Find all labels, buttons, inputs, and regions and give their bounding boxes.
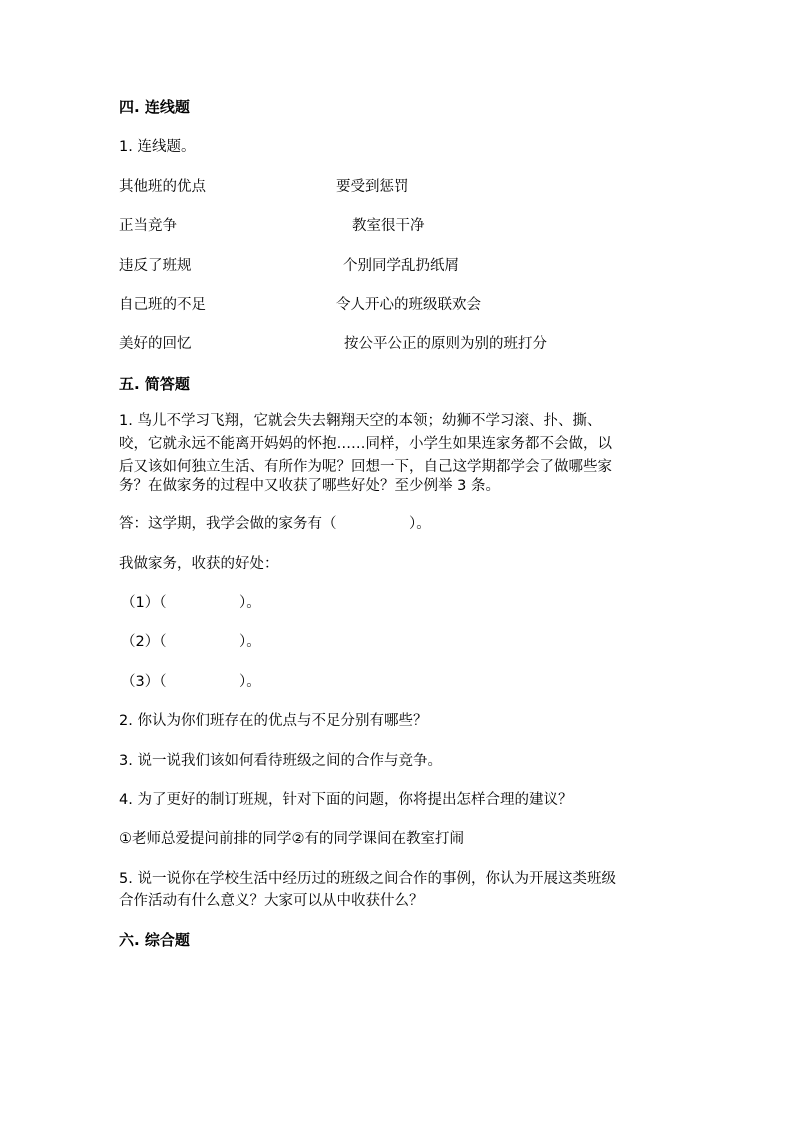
- question-1-line: 1. 鸟儿不学习飞翔，它就会失去翱翔天空的本领；幼狮不学习滚、扑、撕、: [119, 413, 602, 429]
- question-3: 3. 说一说我们该如何看待班级之间的合作与竞争。: [119, 753, 442, 769]
- matching-right-item: 要受到惩罚: [336, 179, 409, 195]
- matching-question-title: 1. 连线题。: [119, 139, 196, 155]
- matching-right-item: 按公平公正的原则为别的班打分: [344, 336, 547, 352]
- matching-right-item: 令人开心的班级联欢会: [336, 297, 481, 313]
- question-1-line: 务？在做家务的过程中又收获了哪些好处？至少例举 3 条。: [119, 478, 500, 494]
- benefit-blank: （1）（ ）。: [121, 595, 261, 611]
- matching-left-item: 其他班的优点: [119, 179, 206, 195]
- section-5-heading: 五. 简答题: [119, 375, 190, 393]
- answer-chores-line: 答：这学期，我学会做的家务有（ ）。: [119, 516, 431, 532]
- section-4-heading: 四. 连线题: [119, 98, 190, 116]
- question-4: 4. 为了更好的制订班规，针对下面的问题，你将提出怎样合理的建议？: [119, 792, 573, 808]
- matching-left-item: 美好的回忆: [119, 336, 192, 352]
- question-2: 2. 你认为你们班存在的优点与不足分别有哪些？: [119, 713, 428, 729]
- benefits-intro: 我做家务，收获的好处：: [119, 556, 279, 572]
- question-4-detail: ①老师总爱提问前排的同学②有的同学课间在教室打闹: [119, 831, 464, 847]
- section-6-heading: 六. 综合题: [119, 931, 190, 949]
- matching-left-item: 自己班的不足: [119, 297, 206, 313]
- question-1-line: 后又该如何独立生活、有所作为呢？回想一下，自己这学期都学会了做哪些家: [119, 459, 612, 475]
- matching-left-item: 违反了班规: [119, 258, 192, 274]
- benefit-blank: （3）（ ）。: [121, 674, 261, 690]
- matching-left-item: 正当竞争: [119, 218, 177, 234]
- question-5-line: 合作活动有什么意义？大家可以从中收获什么？: [119, 893, 424, 909]
- matching-right-item: 个别同学乱扔纸屑: [343, 258, 459, 274]
- question-1-line: 咬，它就永远不能离开妈妈的怀抱……同样，小学生如果连家务都不会做，以: [119, 436, 612, 452]
- question-5-line: 5. 说一说你在学校生活中经历过的班级之间合作的事例，你认为开展这类班级: [119, 871, 616, 887]
- matching-right-item: 教室很干净: [352, 218, 425, 234]
- benefit-blank: （2）（ ）。: [121, 634, 261, 650]
